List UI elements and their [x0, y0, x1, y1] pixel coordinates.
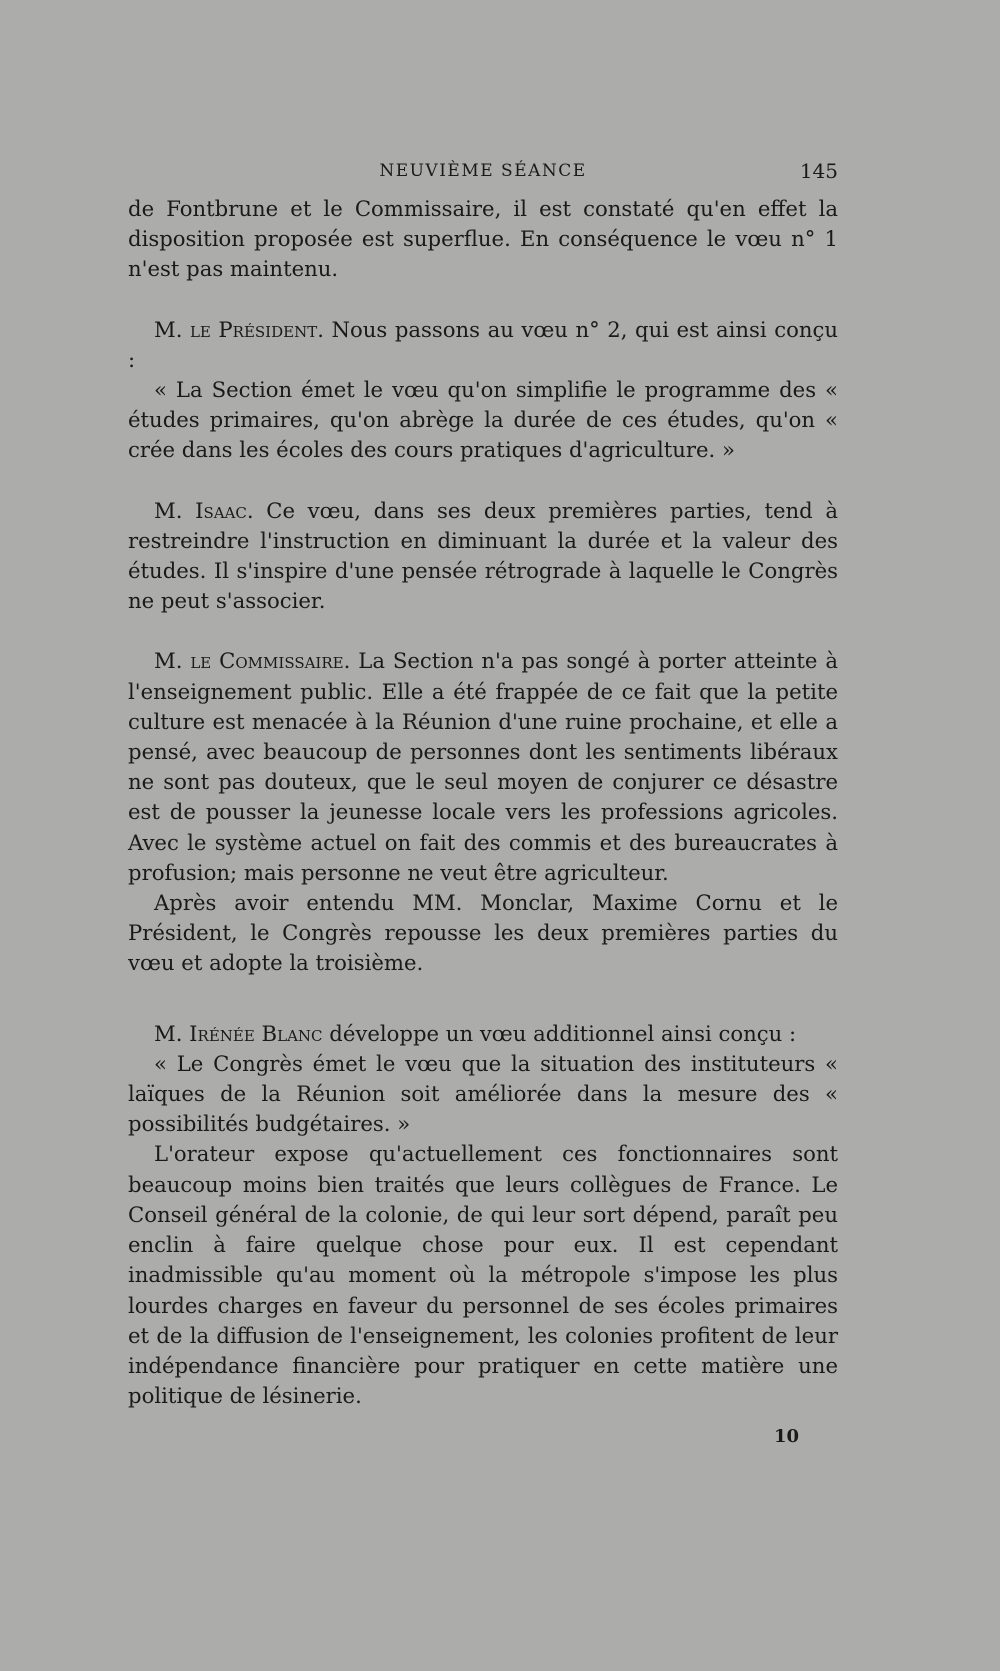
paragraph-isaac [128, 496, 838, 617]
speech-text: Nous passons au vœu n° 2, qui est ainsi conçu : [128, 316, 838, 372]
paragraph-decision: Après avoir entendu MM. Monclar, Maxime Cornu et le Président, le Congrès repousse les deux premières parties du vœu et adopte la troisième. [128, 890, 838, 976]
paragraph-commissaire [128, 646, 838, 888]
paragraph-blanc [128, 1019, 838, 1049]
speech-text: La Section n'a pas songé à porter atteinte à l'enseignement public. Elle a été frappée de ce fait que la petite culture est menacée à la Réunion d'une ruine prochaine, et elle a pensé, avec beaucoup de personnes dont les sentiments libéraux ne sont pas douteux, que le seul moyen de conjurer ce désastre est de pousser la jeunesse locale vers les professions agricoles. Avec le système actuel on fait des commis et des bureaucrates à profusion; mais personne ne veut être agriculteur. [128, 648, 838, 885]
quoted-resolution: « La Section émet le vœu qu'on simplifie le programme des « études primaires, qu'on abrège la durée de ces études, qu'on « crée dans les écoles des cours pratiques d'agriculture. » [128, 377, 838, 463]
running-head [128, 157, 838, 187]
page-number: 145 [799, 159, 838, 183]
speaker-name: M. Isaac. [154, 497, 254, 523]
paragraph-president [128, 315, 838, 375]
speaker-name: M. Irénée Blanc [154, 1020, 323, 1046]
quoted-resolution: « Le Congrès émet le vœu que la situation des instituteurs « laïques de la Réunion soit améliorée dans la mesure des « possibilités budgétaires. » [128, 1050, 838, 1137]
running-title: NEUVIÈME SÉANCE [379, 161, 587, 181]
body-text [128, 194, 838, 1411]
paragraph-continuation: de Fontbrune et le Commissaire, il est constaté qu'en effet la disposition proposée est superflue. En conséquence le vœu n° 1 n'est pas maintenu. [128, 196, 838, 282]
signature-mark: 10 [774, 1426, 800, 1447]
speech-text: Ce vœu, dans ses deux premières parties, tend à restreindre l'instruction en diminuant la durée et la valeur des études. Il s'inspire d'une pensée rétrograde à laquelle le Congrès ne peut s'associer. [128, 497, 838, 614]
paragraph-orateur: L'orateur expose qu'actuellement ces fonctionnaires sont beaucoup moins bien traités que leurs collègues de France. Le Conseil général de la colonie, de qui leur sort dépend, paraît peu enclin à faire quelque chose pour eux. Il est cependant inadmissible qu'au moment où la métropole s'impose les plus lourdes charges en faveur du personnel de ses écoles primaires et de la diffusion de l'enseignement, les colonies profitent de leur indépendance financière pour pratiquer en cette matière une politique de lésinerie. [128, 1141, 838, 1409]
speaker-name: M. le Commissaire. [154, 648, 351, 674]
speaker-name: M. le Président. [154, 316, 324, 342]
speech-text: développe un vœu additionnel ainsi conçu : [322, 1020, 797, 1046]
